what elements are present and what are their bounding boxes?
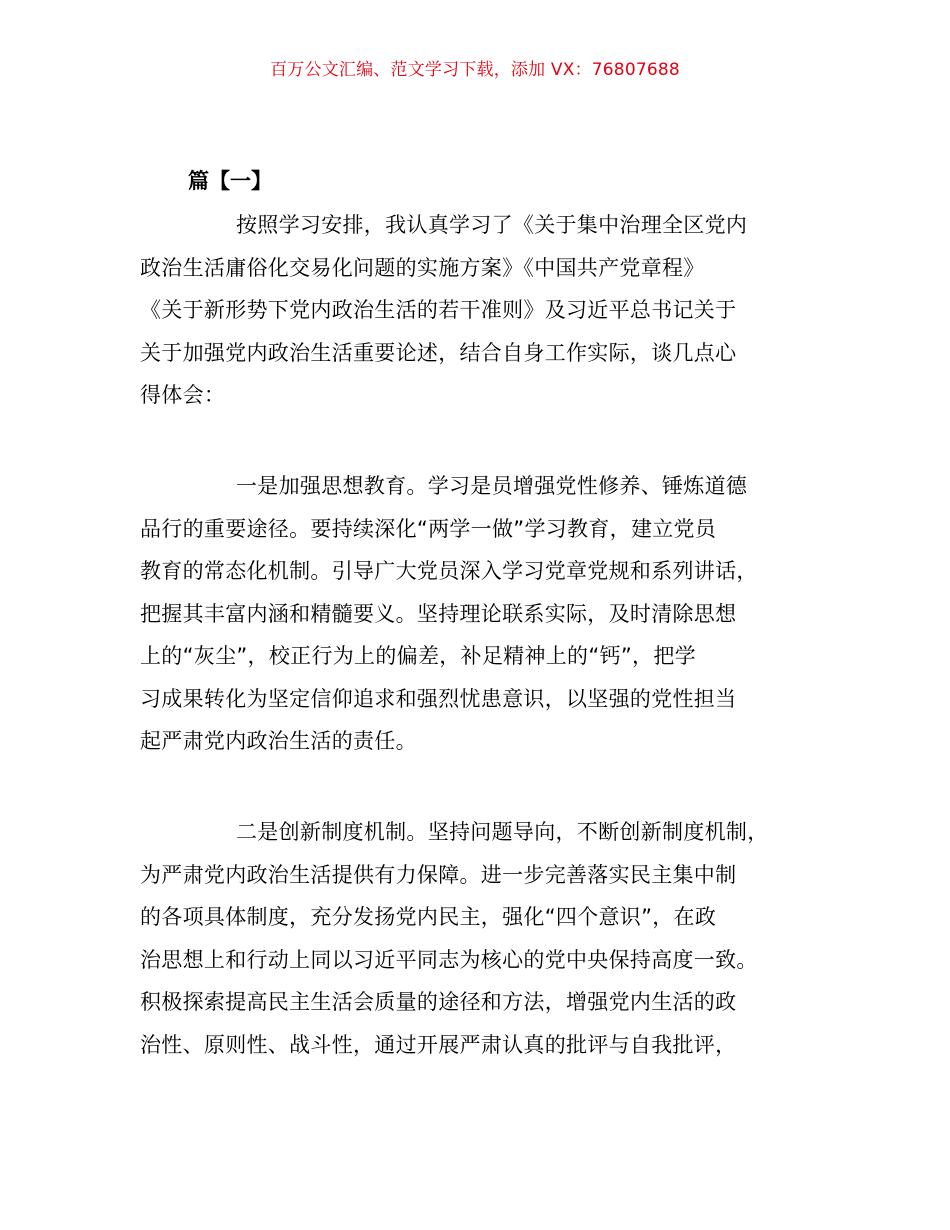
paragraph-line: 习成果转化为坚定信仰追求和强烈忧患意识，以坚强的党性担当	[140, 686, 737, 711]
paragraph-line: 得体会：	[140, 383, 226, 407]
paragraph-line: 起严肃党内政治生活的责任。	[140, 729, 417, 753]
paragraph-line: 《关于新形势下党内政治生活的若干准则》及习近平总书记关于	[140, 298, 737, 322]
paragraph-line: 政治生活庸俗化交易化问题的实施方案》《中国共产党章程》	[140, 255, 705, 280]
paragraph-line: 上的“灰尘”，校正行为上的偏差，补足精神上的“钙”，把学	[140, 644, 696, 668]
paragraph-line: 二是创新制度机制。坚持问题导向，不断创新制度机制，	[236, 820, 769, 844]
paragraph-line: 一是加强思想教育。学习是员增强党性修养、锤炼道德	[236, 474, 748, 498]
paragraph-thought-education	[140, 465, 810, 763]
paragraph-line: 按照学习安排，我认真学习了《关于集中治理全区党内	[236, 213, 748, 237]
paragraph-institutional-innovation	[140, 811, 810, 1066]
paragraph-line: 治思想上和行动上同以习近平同志为核心的党中央保持高度一致。	[140, 947, 758, 972]
paragraph-line: 为严肃党内政治生活提供有力保障。进一步完善落实民主集中制	[140, 862, 737, 887]
paragraph-line: 品行的重要途径。要持续深化“两学一做”学习教育，建立党员	[140, 516, 717, 541]
section-title: 篇【一】	[188, 169, 272, 193]
paragraph-line: 的各项具体制度，充分发扬党内民主，强化“四个意识”，在政	[140, 905, 717, 929]
paragraph-line: 治性、原则性、战斗性，通过开展严肃认真的批评与自我批评，	[140, 1032, 737, 1057]
watermark-header: 百万公文汇编、范文学习下载，添加 VX：76807688	[270, 60, 680, 80]
paragraph-line: 把握其丰富内涵和精髓要义。坚持理论联系实际，及时清除思想	[140, 601, 737, 626]
paragraph-line: 积极探索提高民主生活会质量的途径和方法，增强党内生活的政	[140, 990, 737, 1014]
paragraph-line: 教育的常态化机制。引导广大党员深入学习党章党规和系列讲话，	[140, 559, 758, 583]
paragraph-intro	[140, 204, 810, 417]
paragraph-line: 关于加强党内政治生活重要论述，结合自身工作实际，谈几点心	[140, 340, 737, 365]
